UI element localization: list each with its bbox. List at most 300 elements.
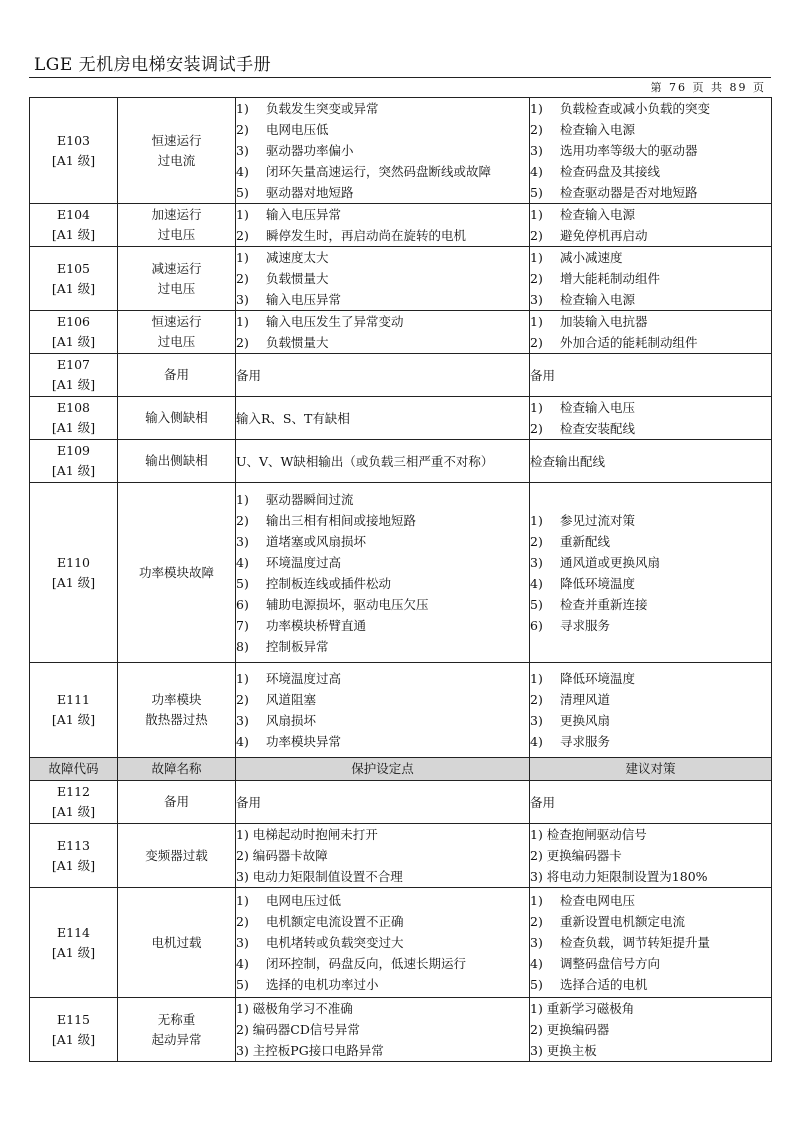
cause-number: 2): [236, 692, 249, 707]
remedy-line: [530, 418, 771, 439]
cause-text: 控制板连线或插件松动: [266, 575, 392, 591]
cause-cell: [236, 483, 530, 663]
remedy-line: [530, 932, 771, 953]
fault-name: 输入侧缺相: [145, 410, 208, 425]
fault-code: E104: [57, 207, 90, 222]
cause-cell: [236, 204, 530, 247]
cause-line: [236, 161, 529, 182]
remedy-cell: [530, 98, 772, 204]
cause-number: 4): [236, 164, 249, 179]
cause-line: [236, 824, 529, 845]
remedy-text: 检查负载，调节转矩提升量: [560, 935, 711, 950]
remedy-text: 检查并重新连接: [560, 596, 648, 612]
fault-code-cell: [30, 247, 118, 311]
fault-code-cell: [30, 781, 118, 824]
remedy-line: [530, 866, 771, 887]
table-row: [30, 998, 772, 1062]
fault-code: E108: [57, 400, 90, 415]
cause-text: 输出三相有相间或接地短路: [266, 512, 417, 528]
cause-text: 环境温度过高: [266, 671, 342, 686]
fault-name: 起动异常: [151, 1031, 202, 1047]
cause-text: 输入电压异常: [266, 207, 342, 222]
remedy-number: 2): [530, 271, 543, 286]
cause-number: 1): [236, 101, 249, 116]
fault-name-cell: [118, 247, 236, 311]
fault-name-cell: [118, 888, 236, 998]
remedy-number: 1): [530, 671, 543, 686]
cause-text: 负载惯量大: [266, 335, 329, 350]
remedy-text: 3) 将电动力矩限制设置为180%: [530, 869, 708, 884]
remedy-line: [530, 890, 771, 911]
cause-line: [236, 98, 529, 119]
remedy-line: [530, 225, 771, 246]
remedy-line: [530, 140, 771, 161]
cause-text: 功率模块异常: [266, 734, 342, 749]
cause-text: 功率模块桥臂直通: [266, 617, 367, 633]
remedy-number: 3): [530, 292, 543, 307]
remedy-number: 3): [530, 143, 543, 158]
remedy-text: 1) 重新学习磁极角: [530, 1001, 635, 1016]
cause-line: [236, 531, 529, 552]
header-protection-point: 保护设定点: [236, 758, 530, 781]
cause-text: 电机额定电流设置不正确: [266, 914, 404, 929]
remedy-line: [530, 731, 771, 752]
remedy-line: [530, 668, 771, 689]
remedy-text: 更换风扇: [560, 713, 611, 728]
cause-text: 3) 主控板PG接口电路异常: [236, 1043, 384, 1058]
remedy-line: [530, 615, 771, 636]
fault-table-section-b: [30, 781, 772, 1062]
page-number: 第 76 页 共 89 页: [650, 81, 766, 94]
remedy-text: 备用: [530, 367, 556, 383]
cause-line: [236, 710, 529, 731]
cause-number: 3): [236, 533, 249, 549]
cause-number: 7): [236, 617, 249, 633]
remedy-line: [530, 845, 771, 866]
fault-code: E115: [57, 1011, 90, 1027]
cause-line: [236, 311, 529, 332]
cause-number: 5): [236, 575, 249, 591]
fault-code: E111: [57, 692, 90, 707]
cause-line: [236, 1019, 529, 1040]
remedy-text: 选择合适的电机: [560, 977, 648, 992]
remedy-number: 1): [530, 101, 543, 116]
remedy-line: [530, 911, 771, 932]
fault-name: 恒速运行: [151, 314, 202, 329]
cause-line: [236, 140, 529, 161]
cause-line: [236, 408, 529, 429]
remedy-line: [530, 594, 771, 615]
fault-name: 变频器过载: [145, 847, 208, 863]
fault-name-cell: [118, 98, 236, 204]
fault-code-cell: [30, 663, 118, 758]
remedy-text: 寻求服务: [560, 617, 611, 633]
cause-line: [236, 998, 529, 1019]
cause-text: 减速度太大: [266, 250, 329, 265]
remedy-text: 1) 检查抱闸驱动信号: [530, 827, 647, 842]
cause-line: [236, 247, 529, 268]
table-row: [30, 204, 772, 247]
table-header-row: [30, 758, 772, 781]
cause-text: 输入电压异常: [266, 292, 342, 307]
remedy-line: [530, 311, 771, 332]
remedy-number: 2): [530, 692, 543, 707]
remedy-number: 1): [530, 400, 543, 415]
remedy-number: 2): [530, 421, 543, 436]
cause-text: 2) 编码器CD信号异常: [236, 1022, 360, 1037]
remedy-line: [530, 268, 771, 289]
cause-line: [236, 289, 529, 310]
cause-line: [236, 332, 529, 353]
remedy-text: 2) 更换编码器卡: [530, 848, 622, 863]
fault-name-cell: [118, 483, 236, 663]
remedy-line: [530, 365, 771, 386]
remedy-line: [530, 824, 771, 845]
cause-line: [236, 573, 529, 594]
remedy-text: 加装输入电抗器: [560, 314, 648, 329]
remedy-number: 6): [530, 617, 543, 633]
remedy-cell: [530, 888, 772, 998]
fault-code: E103: [57, 132, 90, 148]
remedy-text: 寻求服务: [560, 734, 611, 749]
remedy-line: [530, 161, 771, 182]
fault-code-cell: [30, 888, 118, 998]
cause-line: [236, 932, 529, 953]
remedy-number: 3): [530, 935, 543, 950]
remedy-number: 5): [530, 977, 543, 992]
remedy-text: 检查输入电源: [560, 122, 636, 137]
cause-line: [236, 953, 529, 974]
remedy-number: 4): [530, 164, 543, 179]
cause-number: 8): [236, 638, 249, 654]
cause-text: 备用: [236, 367, 262, 383]
cause-text: 闭环矢量高速运行，突然码盘断线或故障: [266, 164, 492, 179]
remedy-text: 检查输入电源: [560, 207, 636, 222]
cause-line: [236, 792, 529, 813]
remedy-line: [530, 397, 771, 418]
remedy-line: [530, 98, 771, 119]
remedy-number: 5): [530, 185, 543, 200]
remedy-line: [530, 204, 771, 225]
remedy-text: 重新配线: [560, 533, 611, 549]
remedy-text: 降低环境温度: [560, 671, 636, 686]
remedy-cell: [530, 247, 772, 311]
fault-name-cell: [118, 440, 236, 483]
fault-code-cell: [30, 483, 118, 663]
fault-name-cell: [118, 311, 236, 354]
cause-line: [236, 552, 529, 573]
fault-name: 过电压: [157, 227, 196, 242]
fault-level: [A1 级]: [51, 420, 96, 435]
cause-text: 输入电压发生了异常变动: [266, 314, 404, 329]
cause-text: 电网电压过低: [266, 893, 342, 908]
remedy-text: 检查安装配线: [560, 421, 636, 436]
cause-number: 3): [236, 292, 249, 307]
remedy-number: 4): [530, 956, 543, 971]
cause-number: 2): [236, 228, 249, 243]
cause-number: 2): [236, 271, 249, 286]
remedy-number: 1): [530, 207, 543, 222]
fault-code: E107: [57, 357, 90, 372]
fault-level: [A1 级]: [51, 944, 96, 960]
cause-line: [236, 911, 529, 932]
remedy-text: 减小减速度: [560, 250, 623, 265]
cause-number: 4): [236, 734, 249, 749]
cause-number: 1): [236, 893, 249, 908]
cause-number: 1): [236, 314, 249, 329]
table-row: [30, 888, 772, 998]
cause-text: 负载发生突变或异常: [266, 101, 379, 116]
fault-table-header: [30, 758, 772, 781]
cause-line: [236, 1040, 529, 1061]
remedy-text: 检查输出配线: [530, 453, 606, 469]
fault-code-cell: [30, 311, 118, 354]
remedy-text: 备用: [530, 794, 556, 810]
fault-code-cell: [30, 98, 118, 204]
cause-line: [236, 974, 529, 995]
fault-code: E113: [57, 837, 90, 853]
cause-number: 1): [236, 207, 249, 222]
remedy-line: [530, 1040, 771, 1061]
cause-number: 2): [236, 335, 249, 350]
cause-line: [236, 668, 529, 689]
cause-cell: [236, 440, 530, 483]
fault-code: E112: [57, 784, 90, 799]
cause-number: 3): [236, 935, 249, 950]
remedy-line: [530, 573, 771, 594]
remedy-number: 2): [530, 228, 543, 243]
remedy-text: 3) 更换主板: [530, 1043, 597, 1058]
header-suggested-remedy: 建议对策: [530, 758, 772, 781]
cause-line: [236, 225, 529, 246]
cause-line: [236, 510, 529, 531]
remedy-line: [530, 531, 771, 552]
fault-name: 功率模块故障: [138, 564, 214, 580]
remedy-text: 检查码盘及其接线: [560, 164, 661, 179]
fault-level: [A1 级]: [51, 574, 96, 590]
remedy-text: 负载检查或减小负载的突变: [560, 101, 711, 116]
remedy-cell: [530, 397, 772, 440]
fault-name: 加速运行: [151, 207, 202, 222]
remedy-number: 2): [530, 122, 543, 137]
remedy-number: 3): [530, 554, 543, 570]
cause-text: 负载惯量大: [266, 271, 329, 286]
cause-line: [236, 365, 529, 386]
cause-text: 风道阻塞: [266, 692, 317, 707]
remedy-cell: [530, 354, 772, 397]
cause-line: [236, 204, 529, 225]
fault-name-cell: [118, 663, 236, 758]
fault-name: 散热器过热: [145, 712, 208, 727]
cause-text: 驱动器对地短路: [266, 185, 354, 200]
table-row: [30, 311, 772, 354]
cause-number: 4): [236, 554, 249, 570]
fault-name: 输出侧缺相: [145, 453, 208, 468]
cause-number: 6): [236, 596, 249, 612]
remedy-line: [530, 552, 771, 573]
fault-level: [A1 级]: [51, 463, 96, 478]
fault-name: 过电压: [157, 280, 196, 296]
table-row: [30, 354, 772, 397]
remedy-cell: [530, 998, 772, 1062]
remedy-line: [530, 689, 771, 710]
remedy-number: 3): [530, 713, 543, 728]
cause-text: 输入R、S、T有缺相: [236, 410, 350, 426]
cause-line: [236, 182, 529, 203]
cause-number: 1): [236, 671, 249, 686]
cause-line: [236, 689, 529, 710]
remedy-line: [530, 510, 771, 531]
fault-name: 无称重: [157, 1011, 196, 1027]
fault-name: 减速运行: [151, 260, 202, 276]
fault-name-cell: [118, 781, 236, 824]
remedy-cell: [530, 311, 772, 354]
cause-cell: [236, 663, 530, 758]
cause-cell: [236, 998, 530, 1062]
fault-code-cell: [30, 397, 118, 440]
remedy-text: 重新设置电机额定电流: [560, 914, 686, 929]
remedy-text: 检查电网电压: [560, 893, 636, 908]
fault-level: [A1 级]: [51, 280, 96, 296]
cause-text: 风扇损坏: [266, 713, 317, 728]
cause-text: 1) 磁极角学习不准确: [236, 1001, 353, 1016]
cause-cell: [236, 247, 530, 311]
cause-line: [236, 866, 529, 887]
fault-level: [A1 级]: [51, 377, 96, 392]
table-row: [30, 824, 772, 888]
fault-name: 过电流: [157, 152, 196, 168]
cause-text: 控制板异常: [266, 638, 329, 654]
cause-text: 1) 电梯起动时抱闸未打开: [236, 827, 378, 842]
fault-name: 备用: [163, 794, 189, 809]
cause-text: 道堵塞或风扇损坏: [266, 533, 367, 549]
cause-line: [236, 731, 529, 752]
cause-number: 3): [236, 713, 249, 728]
cause-text: 3) 电动力矩限制值设置不合理: [236, 869, 403, 884]
remedy-cell: [530, 483, 772, 663]
remedy-line: [530, 998, 771, 1019]
remedy-text: 增大能耗制动组件: [560, 271, 661, 286]
fault-code: E110: [57, 554, 90, 570]
remedy-text: 检查输入电压: [560, 400, 636, 415]
fault-table-section-a: [30, 98, 772, 758]
fault-code-cell: [30, 998, 118, 1062]
table-row: [30, 663, 772, 758]
cause-text: 备用: [236, 794, 262, 810]
remedy-line: [530, 953, 771, 974]
remedy-text: 通风道或更换风扇: [560, 554, 661, 570]
remedy-text: 检查输入电源: [560, 292, 636, 307]
cause-text: 闭环控制，码盘反向，低速长期运行: [266, 956, 467, 971]
cause-text: 电机堵转或负载突变过大: [266, 935, 404, 950]
cause-number: 2): [236, 512, 249, 528]
remedy-text: 检查驱动器是否对地短路: [560, 185, 698, 200]
fault-level: [A1 级]: [51, 334, 96, 349]
cause-line: [236, 268, 529, 289]
remedy-number: 1): [530, 893, 543, 908]
fault-name-cell: [118, 354, 236, 397]
fault-code: E114: [57, 924, 90, 940]
cause-number: 5): [236, 977, 249, 992]
table-row: [30, 483, 772, 663]
header-fault-code: 故障代码: [30, 758, 118, 781]
cause-cell: [236, 354, 530, 397]
remedy-number: 1): [530, 314, 543, 329]
remedy-line: [530, 1019, 771, 1040]
cause-line: [236, 636, 529, 657]
fault-name: 恒速运行: [151, 132, 202, 148]
remedy-text: 选用功率等级大的驱动器: [560, 143, 698, 158]
remedy-line: [530, 332, 771, 353]
remedy-text: 调整码盘信号方向: [560, 956, 661, 971]
table-row: [30, 397, 772, 440]
cause-text: U、V、W缺相输出（或负载三相严重不对称）: [236, 453, 494, 469]
remedy-number: 2): [530, 533, 543, 549]
cause-text: 驱动器功率偏小: [266, 143, 354, 158]
cause-line: [236, 594, 529, 615]
fault-name-cell: [118, 998, 236, 1062]
fault-level: [A1 级]: [51, 227, 96, 242]
fault-name: 电机过载: [151, 934, 202, 950]
fault-level: [A1 级]: [51, 712, 96, 727]
table-row: [30, 781, 772, 824]
remedy-cell: [530, 440, 772, 483]
fault-name-cell: [118, 824, 236, 888]
cause-text: 2) 编码器卡故障: [236, 848, 328, 863]
cause-text: 辅助电源损坏，驱动电压欠压: [266, 596, 429, 612]
fault-code-cell: [30, 204, 118, 247]
fault-code: E109: [57, 443, 90, 458]
remedy-text: 降低环境温度: [560, 575, 636, 591]
remedy-text: 清理风道: [560, 692, 611, 707]
fault-code-cell: [30, 354, 118, 397]
fault-code-cell: [30, 824, 118, 888]
fault-code: E106: [57, 314, 90, 329]
cause-line: [236, 615, 529, 636]
fault-level: [A1 级]: [51, 804, 96, 819]
cause-number: 1): [236, 250, 249, 265]
remedy-line: [530, 792, 771, 813]
remedy-number: 4): [530, 734, 543, 749]
cause-number: 4): [236, 956, 249, 971]
remedy-number: 4): [530, 575, 543, 591]
cause-number: 5): [236, 185, 249, 200]
cause-line: [236, 890, 529, 911]
cause-number: 1): [236, 491, 249, 507]
fault-name: 备用: [163, 367, 189, 382]
cause-line: [236, 489, 529, 510]
remedy-line: [530, 182, 771, 203]
fault-code-table: [29, 97, 772, 1062]
cause-text: 环境温度过高: [266, 554, 342, 570]
remedy-cell: [530, 781, 772, 824]
remedy-number: 5): [530, 596, 543, 612]
table-row: [30, 247, 772, 311]
cause-cell: [236, 311, 530, 354]
fault-level: [A1 级]: [51, 152, 96, 168]
cause-number: 3): [236, 143, 249, 158]
fault-name: 过电压: [157, 334, 196, 349]
remedy-number: 2): [530, 914, 543, 929]
cause-text: 选择的电机功率过小: [266, 977, 379, 992]
cause-line: [236, 845, 529, 866]
remedy-line: [530, 289, 771, 310]
remedy-text: 避免停机再启动: [560, 228, 648, 243]
fault-name: 功率模块: [151, 692, 202, 707]
fault-code-cell: [30, 440, 118, 483]
fault-code: E105: [57, 260, 90, 276]
remedy-line: [530, 119, 771, 140]
